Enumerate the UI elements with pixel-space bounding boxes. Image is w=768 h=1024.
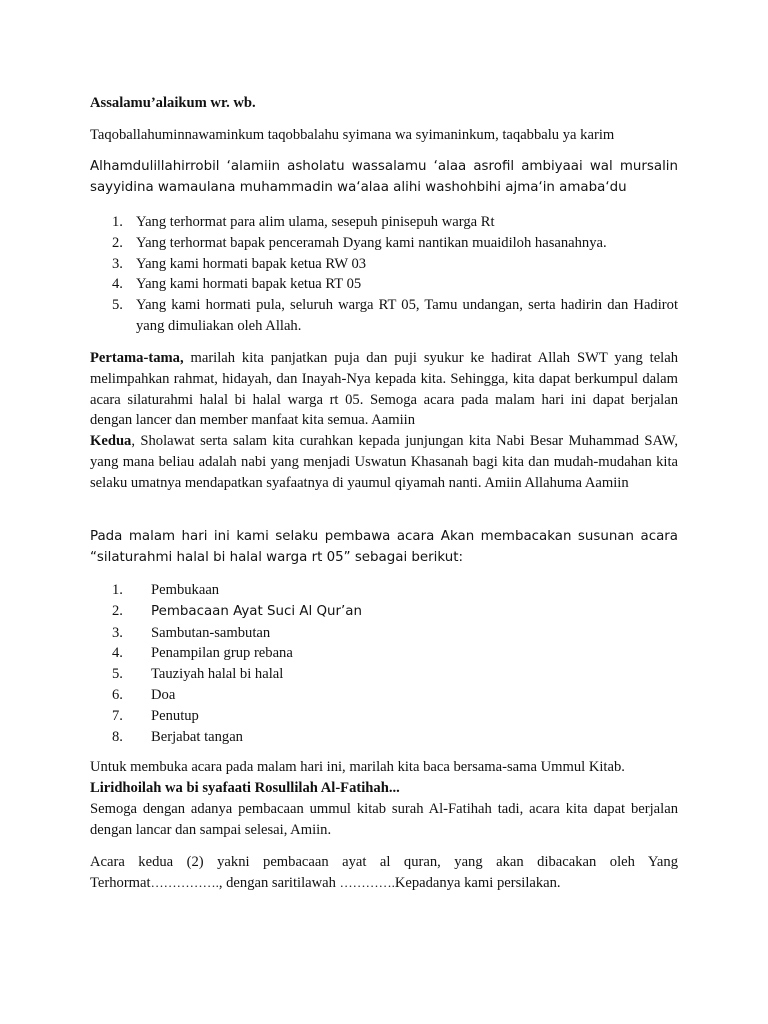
list-item-text: Yang kami hormati bapak ketua RW 03: [136, 255, 367, 272]
list-item-number: 5.: [112, 666, 123, 683]
list-item-text: Pembacaan Ayat Suci Al Qur’an: [151, 603, 362, 619]
list-item: [90, 685, 678, 706]
acara-kedua-text-3: Kepadanya kami persilakan.: [394, 874, 561, 891]
kedua-text: , Sholawat serta salam kita curahkan kepada junjungan kita Nabi Besar Muhammad SAW, yang mana beliau adalah nabi yang menjadi Uswatun Khasanah bagi kita dan mudah-mudahan kita selaku umatnya mendapatkan syafaatnya di yaumul qiyamah nanti. Amiin Allahuma Aamiin: [90, 433, 678, 491]
list-item-text: Yang kami hormati bapak ketua RT 05: [136, 276, 362, 293]
list-item: [90, 254, 678, 275]
blank-dots-1: …………….: [150, 874, 219, 890]
list-item-text: Tauziyah halal bi halal: [151, 666, 284, 683]
list-item-text: Sambutan-sambutan: [151, 624, 271, 641]
salutation-list: [90, 212, 678, 337]
untuk-paragraph: Untuk membuka acara pada malam hari ini, marilah kita baca bersama-sama Ummul Kitab.: [90, 759, 625, 775]
blank-dots-2: ………….: [339, 874, 395, 890]
list-item-text: Pembukaan: [151, 582, 220, 598]
list-item-number: 2.: [112, 234, 123, 251]
semoga-paragraph: Semoga dengan adanya pembacaan ummul kitab surah Al-Fatihah tadi, acara kita dapat berjalan dengan lancar dan sampai selesai, Amiin.: [90, 801, 678, 838]
list-item-number: 4.: [112, 645, 123, 662]
alhamdulillah-paragraph: Alhamdulillahirrobil ‘alamiin asholatu wassalamu ‘alaa asrofil ambiyaai wal mursalin sayyidina wamaulana muhammadin wa‘alaa alihi washohbihi ajma‘in amaba‘du: [90, 159, 678, 195]
pertama-lead: Pertama-tama,: [90, 350, 184, 366]
list-item-number: 1.: [112, 214, 123, 230]
kedua-paragraph: [90, 431, 678, 493]
list-item: [90, 233, 678, 254]
list-item-number: 5.: [112, 297, 123, 314]
pertama-text: marilah kita panjatkan puja dan puji syukur ke hadirat Allah SWT yang telah melimpahkan rahmat, hidayah, dan Inayah-Nya kepada kita. Sehingga, kita dapat berkumpul dalam acara silaturahmi halal bi halal warga rt 05. Semoga acara pada malam hari ini dapat berjalan dengan lancer dan member manfaat kita semua. Aamiin: [90, 350, 678, 429]
list-item: [90, 295, 678, 337]
liridhoilah-line: Liridhoilah wa bi syafaati Rosullilah Al-Fatihah...: [90, 780, 400, 796]
list-item-text: Doa: [151, 686, 176, 703]
list-item-text: Yang terhormat bapak penceramah Dyang kami nantikan muaidiloh hasanahnya.: [136, 234, 607, 251]
acara-kedua-text-2: , dengan saritilawah: [218, 874, 340, 891]
list-item: [90, 727, 678, 748]
list-item-number: 8.: [112, 728, 123, 745]
list-item-text: Yang kami hormati pula, seluruh warga RT 05, Tamu undangan, serta hadirin dan Hadirot yang dimuliakan oleh Allah.: [136, 297, 678, 334]
list-item-number: 1.: [112, 582, 123, 598]
intro-acara-paragraph: Pada malam hari ini kami selaku pembawa acara Akan membacakan susunan acara “silaturahmi halal bi halal warga rt 05” sebagai berikut:: [90, 529, 678, 565]
list-item-number: 6.: [112, 686, 123, 703]
list-item: [90, 601, 678, 623]
list-item-text: Yang terhormat para alim ulama, sesepuh pinisepuh warga Rt: [136, 214, 495, 230]
list-item: [90, 623, 678, 644]
greeting-heading: Assalamu’alaikum wr. wb.: [90, 95, 256, 111]
list-item-number: 7.: [112, 707, 123, 724]
list-item-number: 4.: [112, 276, 123, 293]
list-item-text: Berjabat tangan: [151, 728, 243, 745]
list-item: [90, 580, 678, 601]
taqobbal-paragraph: Taqoballahuminnawaminkum taqobbalahu syimana wa syimaninkum, taqabbalu ya karim: [90, 127, 615, 143]
list-item-number: 2.: [112, 602, 123, 619]
kedua-lead: Kedua: [90, 433, 132, 449]
list-item-text: Penampilan grup rebana: [151, 645, 293, 662]
list-item-number: 3.: [112, 624, 123, 641]
acara-kedua-paragraph: [90, 852, 678, 894]
list-item-text: Penutup: [151, 707, 199, 724]
list-item: [90, 664, 678, 685]
list-item: [90, 706, 678, 727]
pertama-paragraph: [90, 348, 678, 431]
acara-kedua-text-1: Acara kedua (2) yakni pembacaan ayat al quran, yang akan dibacakan oleh Yang Terhormat: [90, 854, 678, 891]
list-item: [90, 212, 678, 233]
list-item: [90, 643, 678, 664]
list-item-number: 3.: [112, 255, 123, 272]
agenda-list: [90, 580, 678, 747]
list-item: [90, 274, 678, 295]
